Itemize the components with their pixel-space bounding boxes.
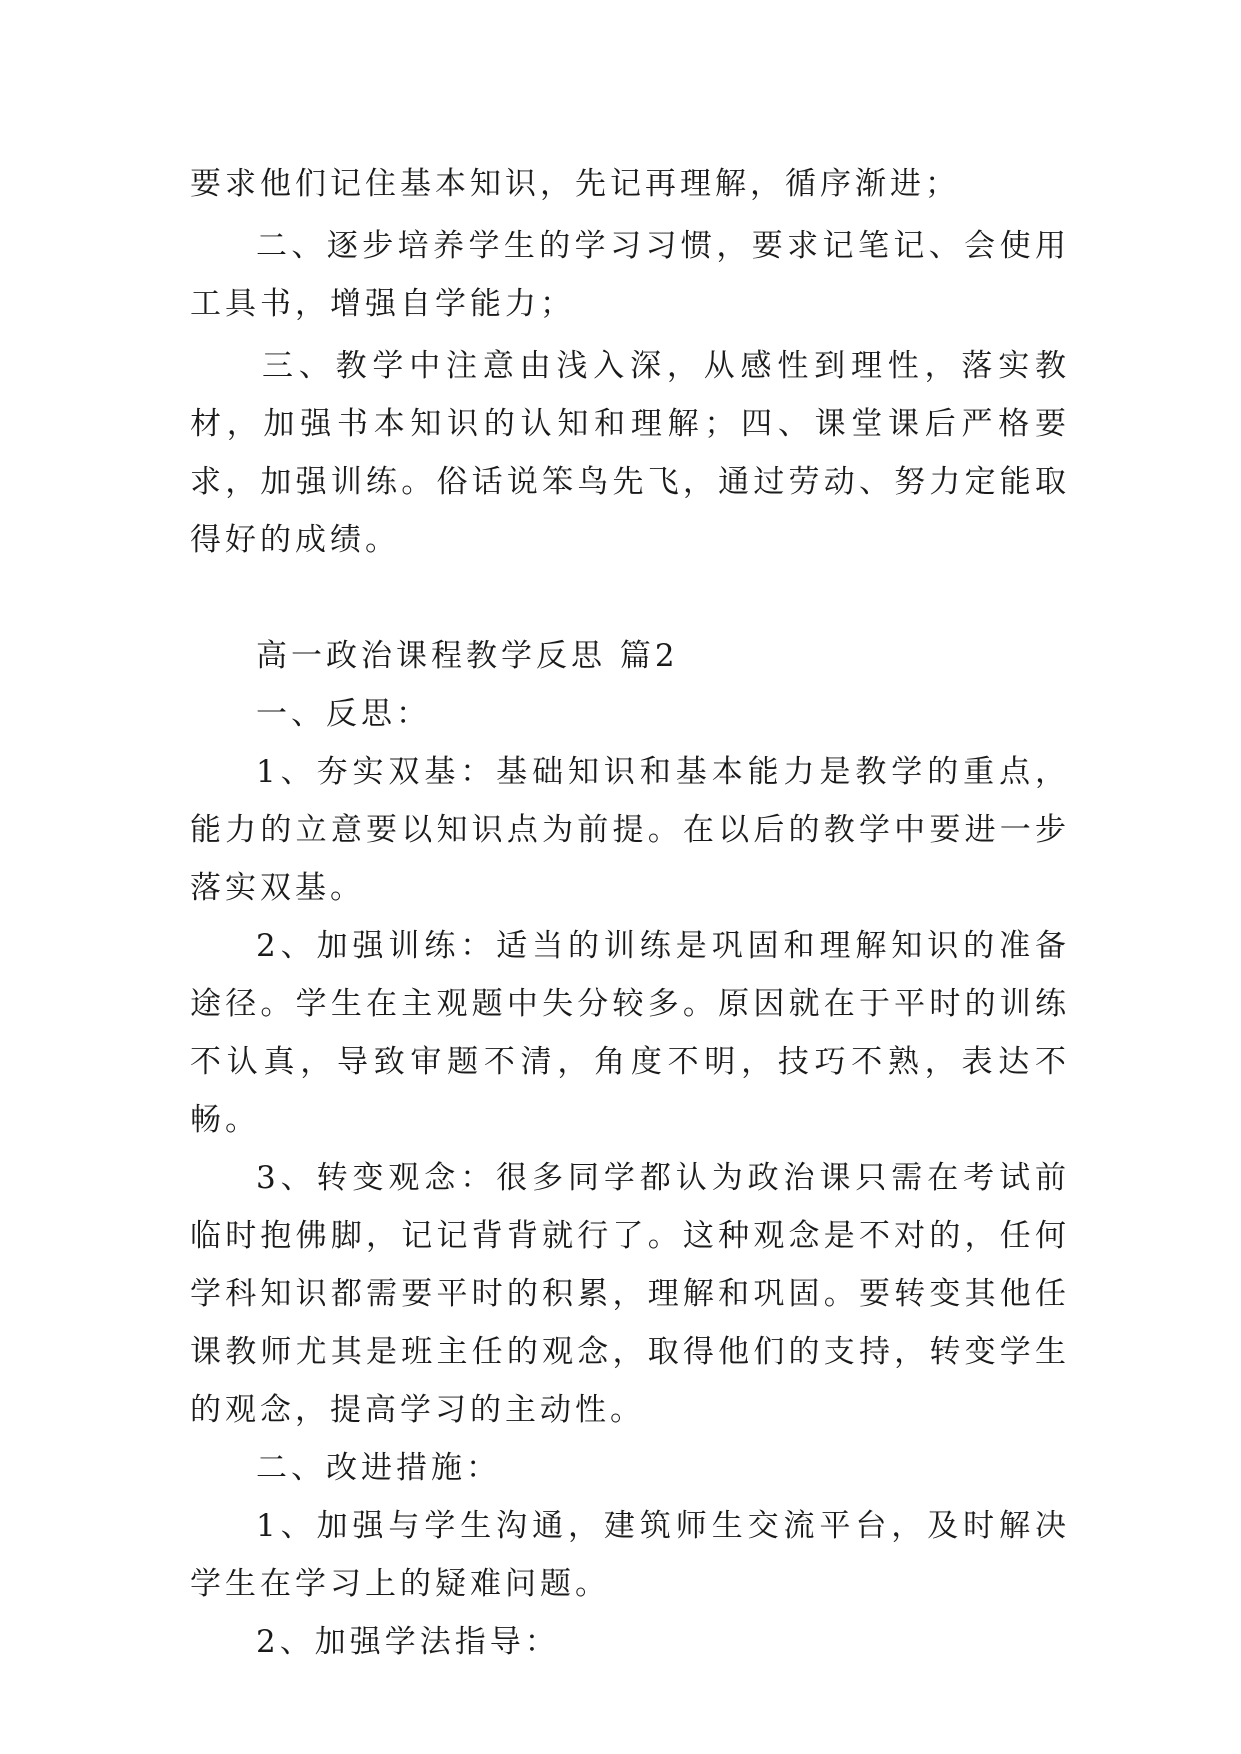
paragraph: 二、逐步培养学生的学习习惯，要求记笔记、会使用工具书，增强自学能力； — [190, 228, 1070, 322]
reflection-item: 1、夯实双基：基础知识和基本能力是教学的重点，能力的立意要以知识点为前提。在以后的教学中要进一步落实双基。 — [190, 754, 1070, 906]
reflection-heading: 一、反思： — [256, 696, 431, 732]
paragraph: 要求他们记住基本知识，先记再理解，循序渐进； — [190, 166, 960, 202]
document-body — [190, 155, 1070, 1671]
reflection-item: 3、转变观念：很多同学都认为政治课只需在考试前临时抱佛脚，记记背背就行了。这种观念是不对的，任何学科知识都需要平时的积累，理解和巩固。要转变其他任课教师尤其是班主任的观念，取得他们的支持，转变学生的观念，提高学习的主动性。 — [190, 1160, 1070, 1428]
reflection-item: 2、加强训练：适当的训练是巩固和理解知识的准备途径。学生在主观题中失分较多。原因就在于平时的训练不认真，导致审题不清，角度不明，技巧不熟，表达不畅。 — [190, 928, 1070, 1138]
section-title: 高一政治课程教学反思 篇2 — [256, 638, 679, 674]
paragraph: 三、教学中注意由浅入深，从感性到理性，落实教材，加强书本知识的认知和理解；四、课堂课后严格要求，加强训练。俗话说笨鸟先飞，通过劳动、努力定能取得好的成绩。 — [190, 348, 1070, 558]
improvement-item: 2、加强学法指导： — [256, 1624, 560, 1660]
improvement-heading: 二、改进措施： — [256, 1450, 501, 1486]
improvement-item: 1、加强与学生沟通，建筑师生交流平台，及时解决学生在学习上的疑难问题。 — [190, 1508, 1070, 1602]
